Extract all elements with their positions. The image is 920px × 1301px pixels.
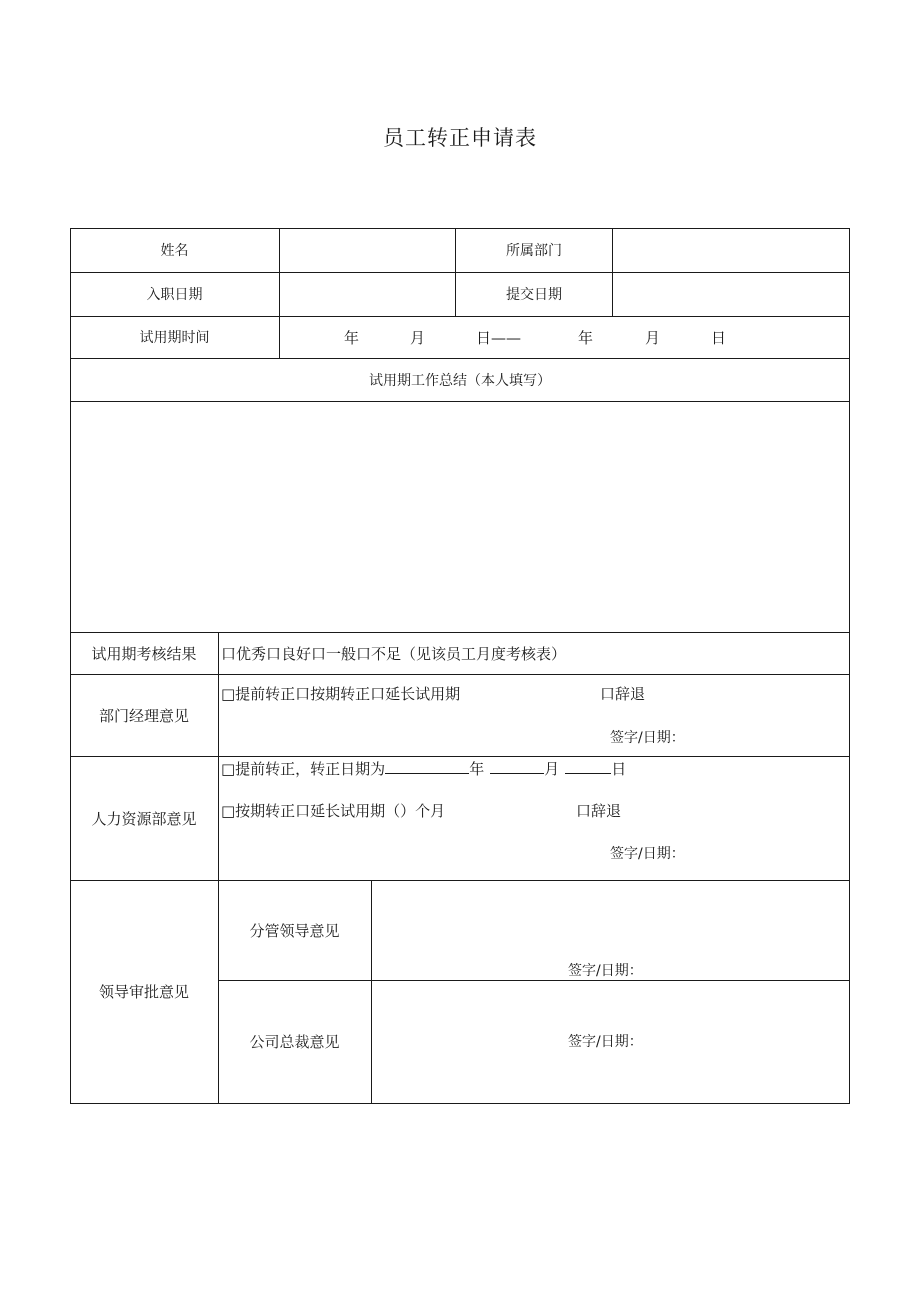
name-label: 姓名 (160, 243, 189, 259)
hr-options[interactable]: □按期转正口延长试用期（）个月 (221, 802, 446, 820)
hr-early-option[interactable] (221, 759, 626, 778)
end-day-unit: 日 (711, 329, 727, 347)
assessment-options[interactable]: 口优秀口良好口一般口不足（见该员工月度考核表） (221, 645, 567, 663)
hr-year-blank[interactable] (385, 759, 469, 774)
submit-date-input[interactable] (613, 273, 849, 316)
start-year-unit: 年 (344, 329, 360, 347)
hr-month-blank[interactable] (490, 759, 544, 774)
end-month-unit: 月 (645, 329, 661, 347)
end-year-unit: 年 (578, 329, 594, 347)
hr-day-unit: 日 (611, 760, 627, 778)
hr-year-unit: 年 (469, 760, 485, 778)
name-input[interactable] (280, 229, 455, 272)
summary-header: 试用期工作总结（本人填写） (369, 373, 551, 389)
department-label: 所属部门 (506, 243, 562, 259)
supervisor-sign-label: 签字/日期： (568, 963, 643, 979)
probation-period-label: 试用期时间 (139, 330, 210, 346)
hire-date-label: 入职日期 (146, 287, 203, 303)
hr-resign-option[interactable]: 口辞退 (576, 802, 622, 820)
president-sign-label: 签字/日期： (568, 1034, 643, 1050)
president-label: 公司总裁意见 (249, 1033, 340, 1051)
hire-date-input[interactable] (280, 273, 455, 316)
hr-sign-label: 签字/日期： (610, 846, 685, 862)
hr-month-unit: 月 (544, 760, 560, 778)
dept-manager-resign-option[interactable]: 口辞退 (600, 685, 646, 703)
dept-manager-label: 部门经理意见 (98, 707, 189, 725)
dept-manager-sign-label: 签字/日期： (610, 730, 685, 746)
hr-label: 人力资源部意见 (91, 810, 197, 828)
assessment-label: 试用期考核结果 (91, 645, 197, 663)
summary-content-area[interactable] (71, 402, 849, 632)
dept-manager-options[interactable]: □提前转正口按期转正口延长试用期 (221, 685, 461, 703)
start-day-unit: 日—— (476, 329, 522, 347)
leader-review-label: 领导审批意见 (98, 983, 189, 1001)
hr-day-blank[interactable] (565, 759, 611, 774)
submit-date-label: 提交日期 (506, 287, 562, 303)
page-title: 员工转正申请表 (383, 126, 537, 150)
supervisor-label: 分管领导意见 (249, 922, 340, 940)
department-input[interactable] (613, 229, 849, 272)
hr-early-text: □提前转正，转正日期为 (221, 760, 386, 778)
start-month-unit: 月 (410, 329, 426, 347)
